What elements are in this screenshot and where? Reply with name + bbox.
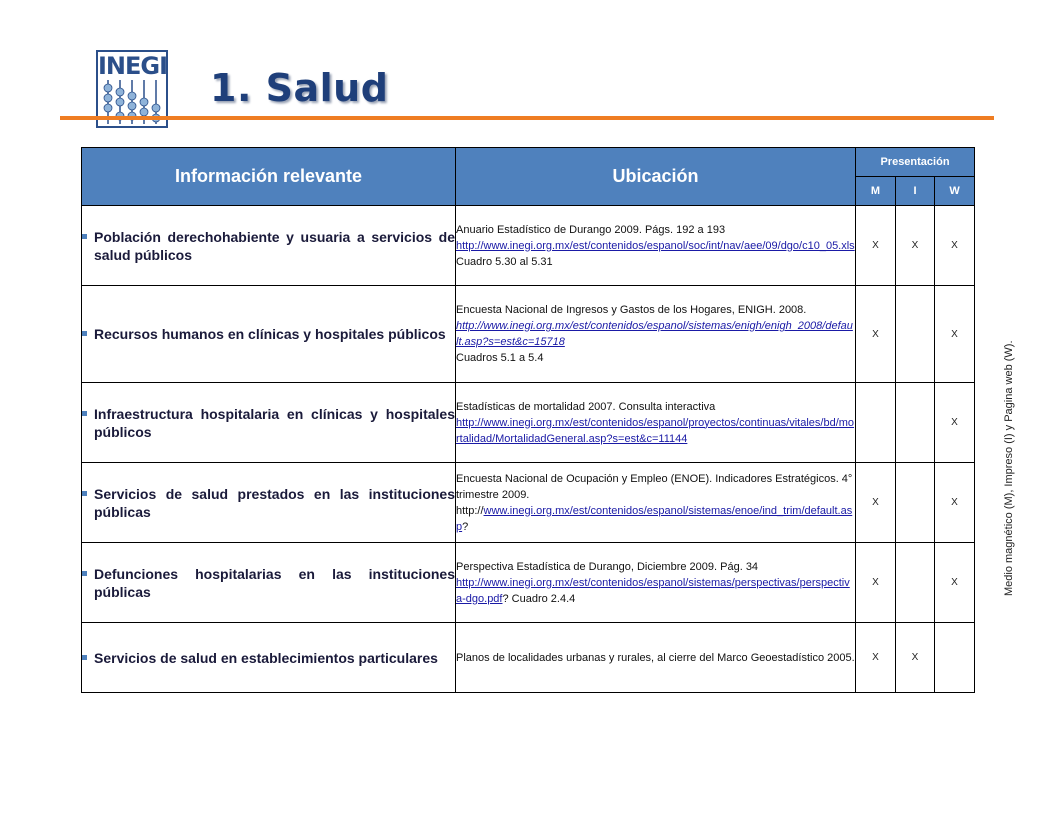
mark-w: X	[935, 543, 975, 623]
mark-m	[856, 383, 896, 463]
row-location: Encuesta Nacional de Ingresos y Gastos de los Hogares, ENIGH. 2008. http://www.inegi.org.mx/est/contenidos/espanol/sistemas/enigh/enigh_2008/default.asp?s=est&c=15718 Cuadros 5.1 a 5.4	[456, 286, 856, 383]
mark-m: X	[856, 286, 896, 383]
header-m: M	[856, 177, 896, 206]
title-underline	[60, 116, 994, 120]
bullet-icon	[82, 655, 87, 660]
source-link[interactable]: www.inegi.org.mx/est/contenidos/espanol/sistemas/enoe/ind_trim/default.asp	[456, 504, 853, 533]
mark-m: X	[856, 463, 896, 543]
source-link[interactable]: http://www.inegi.org.mx/est/contenidos/espanol/sistemas/enigh/enigh_2008/default.asp?s=est&c=15718	[456, 320, 853, 348]
mark-w: X	[935, 286, 975, 383]
mark-m: X	[856, 206, 896, 286]
row-info: Servicios de salud en establecimientos particulares	[94, 649, 438, 666]
mark-w: X	[935, 206, 975, 286]
source-link[interactable]: http://www.inegi.org.mx/est/contenidos/espanol/proyectos/continuas/vitales/bd/mortalidad/MortalidadGeneral.asp?s=est&c=11144	[456, 416, 855, 445]
header-location: Ubicación	[456, 148, 856, 206]
row-info: Servicios de salud prestados en las instituciones públicas	[94, 485, 455, 520]
table-row	[82, 463, 975, 543]
header-i: I	[896, 177, 935, 206]
mark-m: X	[856, 543, 896, 623]
mark-i	[896, 543, 935, 623]
row-location: Encuesta Nacional de Ocupación y Empleo (ENOE). Indicadores Estratégicos. 4° trimestre 2009. http://www.inegi.org.mx/est/contenidos/espanol/sistemas/enoe/ind_trim/default.asp?	[456, 463, 856, 543]
bullet-icon	[82, 491, 87, 496]
row-info: Población derechohabiente y usuaria a servicios de salud públicos	[94, 228, 455, 263]
row-location: Anuario Estadístico de Durango 2009. Págs. 192 a 193 http://www.inegi.org.mx/est/contenidos/espanol/soc/int/nav/aee/09/dgo/c10_05.xls Cuadro 5.30 al 5.31	[456, 206, 856, 286]
table-row	[82, 543, 975, 623]
row-info: Infraestructura hospitalaria en clínicas y hospitales públicos	[94, 405, 455, 440]
row-location: Estadísticas de mortalidad 2007. Consulta interactiva http://www.inegi.org.mx/est/contenidos/espanol/proyectos/continuas/vitales/bd/mortalidad/MortalidadGeneral.asp?s=est&c=11144	[456, 383, 856, 463]
table-row	[82, 206, 975, 286]
bullet-icon	[82, 234, 87, 239]
header-info: Información relevante	[82, 148, 456, 206]
row-info: Defunciones hospitalarias en las instituciones públicas	[94, 565, 455, 600]
logo-text: INEGI	[98, 52, 168, 80]
table-row	[82, 383, 975, 463]
mark-w: X	[935, 383, 975, 463]
health-info-table	[81, 147, 975, 693]
mark-i	[896, 286, 935, 383]
mark-i: X	[896, 206, 935, 286]
source-link[interactable]: http://www.inegi.org.mx/est/contenidos/espanol/soc/int/nav/aee/09/dgo/c10_05.xls	[456, 239, 855, 252]
row-location: Planos de localidades urbanas y rurales, al cierre del Marco Geoestadístico 2005.	[456, 623, 856, 693]
mark-m: X	[856, 623, 896, 693]
mark-w	[935, 623, 975, 693]
table-row	[82, 286, 975, 383]
row-info: Recursos humanos en clínicas y hospitales públicos	[94, 326, 446, 342]
side-note: Medio magnético (M), Impreso (I) y Pagina web (W).	[1003, 340, 1015, 596]
bullet-icon	[82, 571, 87, 576]
bullet-icon	[82, 331, 87, 336]
row-location: Perspectiva Estadística de Durango, Diciembre 2009. Pág. 34 http://www.inegi.org.mx/est/contenidos/espanol/sistemas/perspectivas/perspectiva-dgo.pdf? Cuadro 2.4.4	[456, 543, 856, 623]
bullet-icon	[82, 411, 87, 416]
mark-i	[896, 463, 935, 543]
page-title: 1. Salud	[210, 66, 389, 110]
header-w: W	[935, 177, 975, 206]
table-row	[82, 623, 975, 693]
source-link[interactable]: http://www.inegi.org.mx/est/contenidos/espanol/sistemas/perspectivas/perspectiva-dgo.pdf	[456, 576, 850, 605]
mark-w: X	[935, 463, 975, 543]
mark-i: X	[896, 623, 935, 693]
header-presentation: Presentación	[856, 148, 975, 177]
mark-i	[896, 383, 935, 463]
